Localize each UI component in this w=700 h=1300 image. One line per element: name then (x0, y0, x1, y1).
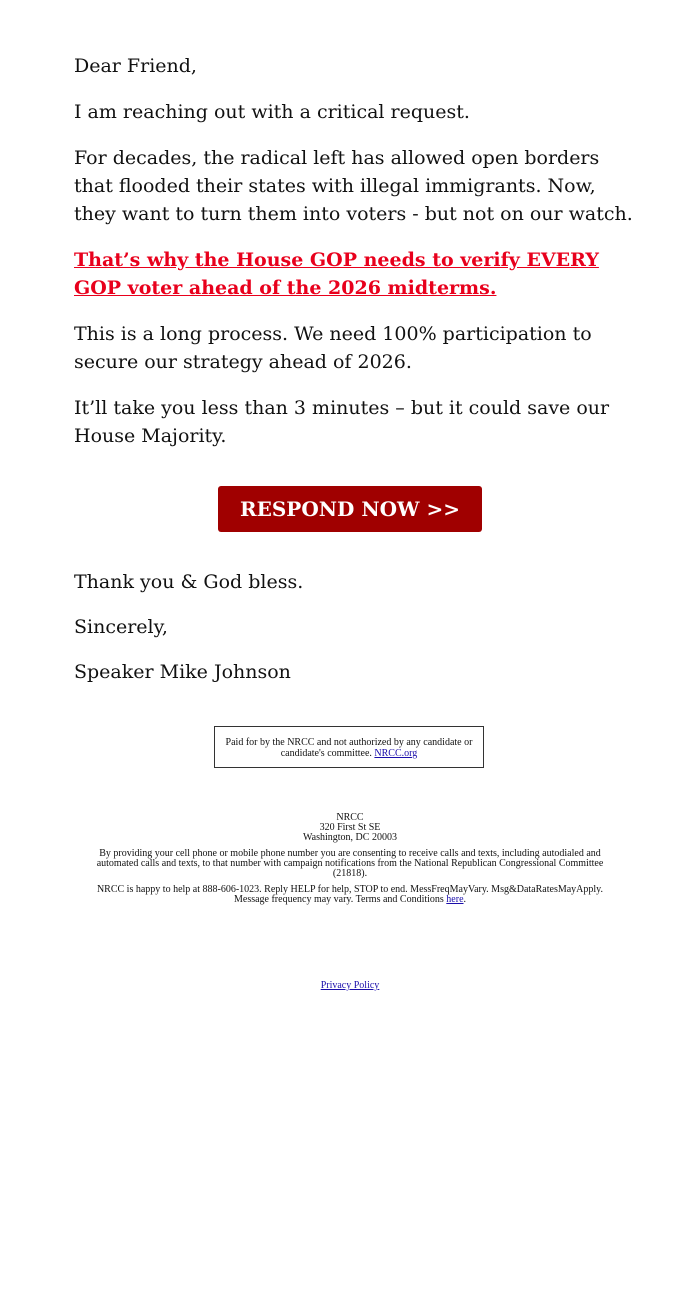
privacy-container (0, 980, 700, 991)
footer-help-text: NRCC is happy to help at 888-606-1023. Reply HELP for help, STOP to end. MessFreqMayVary. Msg&DataRatesMayApply. Message frequency may vary. Terms and Conditions (96, 884, 604, 905)
respond-now-button[interactable]: RESPOND NOW >> (218, 486, 482, 532)
terms-link[interactable]: here (446, 894, 464, 905)
footer-consent: By providing your cell phone or mobile phone number you are consenting to receive calls and texts, including autodialed and automated calls and texts, to that number with campaign notifications from the National Republican Congressional Committee (21818). (96, 848, 604, 879)
paragraph-process: This is a long process. We need 100% participation to secure our strategy ahead of 2026. (74, 323, 592, 373)
disclaimer-text: Paid for by the NRCC and not authorized by any candidate or candidate's committee. (225, 737, 473, 759)
footer-help (96, 885, 604, 905)
thanks-line: Thank you & God bless. (74, 571, 304, 593)
paragraph-borders: For decades, the radical left has allowed open borders that flooded their states with illegal immigrants. Now, they want to turn them into voters - but not on our watch. (74, 147, 633, 225)
footer-address (96, 813, 604, 843)
paragraph-request: I am reaching out with a critical request. (74, 101, 470, 123)
footer-help-end: . (463, 894, 467, 905)
cta-container (74, 486, 626, 532)
privacy-policy-link[interactable]: Privacy Policy (320, 980, 380, 991)
highlight-link[interactable]: That’s why the House GOP needs to verify EVERY GOP voter ahead of the 2026 midterms. (74, 249, 599, 299)
signature: Speaker Mike Johnson (74, 661, 291, 683)
closing-line: Sincerely, (74, 616, 168, 638)
footer (96, 813, 604, 905)
paid-for-disclaimer (214, 726, 484, 768)
footer-street: 320 First St SE (319, 822, 381, 833)
email-body (74, 52, 634, 703)
greeting: Dear Friend, (74, 55, 197, 77)
footer-city: Washington, DC 20003 (303, 832, 397, 843)
footer-org: NRCC (336, 812, 364, 823)
paragraph-time: It’ll take you less than 3 minutes – but it could save our House Majority. (74, 397, 610, 447)
nrcc-link[interactable]: NRCC.org (374, 748, 418, 759)
